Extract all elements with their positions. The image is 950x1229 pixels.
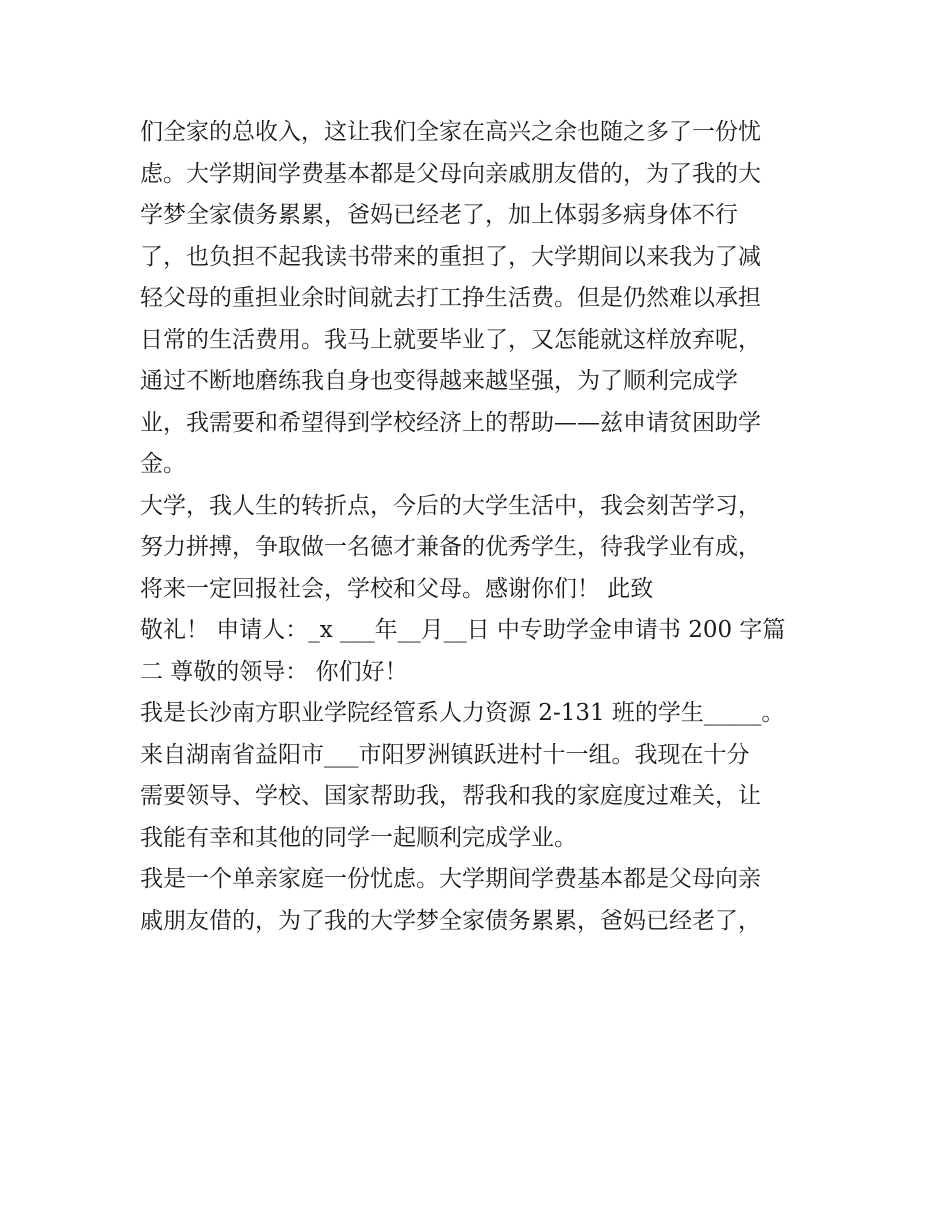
text-line: 努力拼搏，争取做一名德才兼备的优秀学生，待我学业有成， [140,534,761,560]
text-line: 将来一定回报社会，学校和父母。感谢你们！ 此致 [140,575,654,602]
text-line: 们全家的总收入，这让我们全家在高兴之余也随之多了一份忧 [140,119,761,145]
text-line: 金。 [140,451,186,477]
text-line: 需要领导、学校、国家帮助我，帮我和我的家庭度过难关，让 [140,783,761,809]
text-line: 我能有幸和其他的同学一起顺利完成学业。 [140,824,577,851]
text-line: 二 尊敬的领导： 你们好！ [140,658,408,685]
text-line: 我是一个单亲家庭一份忧虑。大学期间学费基本都是父母向亲 [140,866,761,892]
text-line: 敬礼！ 申请人：_x ___年__月__日 中专助学金申请书 200 字篇 [140,617,786,643]
text-line: 通过不断地磨练我自身也变得越来越坚强，为了顺利完成学 [140,368,738,394]
document-body [140,112,820,942]
text-line: 日常的生活费用。我马上就要毕业了，又怎能就这样放弃呢， [140,326,761,353]
text-line: 了，也负担不起我读书带来的重担了，大学期间以来我为了减 [140,243,761,270]
text-line: 来自湖南省益阳市___市阳罗洲镇跃进村十一组。我现在十分 [140,741,750,768]
text-line: 我是长沙南方职业学院经管系人力资源 2-131 班的学生_____。 [140,700,785,726]
text-line: 学梦全家债务累累，爸妈已经老了，加上体弱多病身体不行 [140,202,738,228]
text-line: 大学，我人生的转折点，今后的大学生活中，我会刻苦学习， [140,492,761,519]
text-line: 虑。大学期间学费基本都是父母向亲戚朋友借的，为了我的大 [140,160,761,187]
text-line: 业，我需要和希望得到学校经济上的帮助——兹申请贫困助学 [140,409,761,436]
text-line: 戚朋友借的，为了我的大学梦全家债务累累，爸妈已经老了， [140,907,761,934]
text-line: 轻父母的重担业余时间就去打工挣生活费。但是仍然难以承担 [140,285,761,311]
